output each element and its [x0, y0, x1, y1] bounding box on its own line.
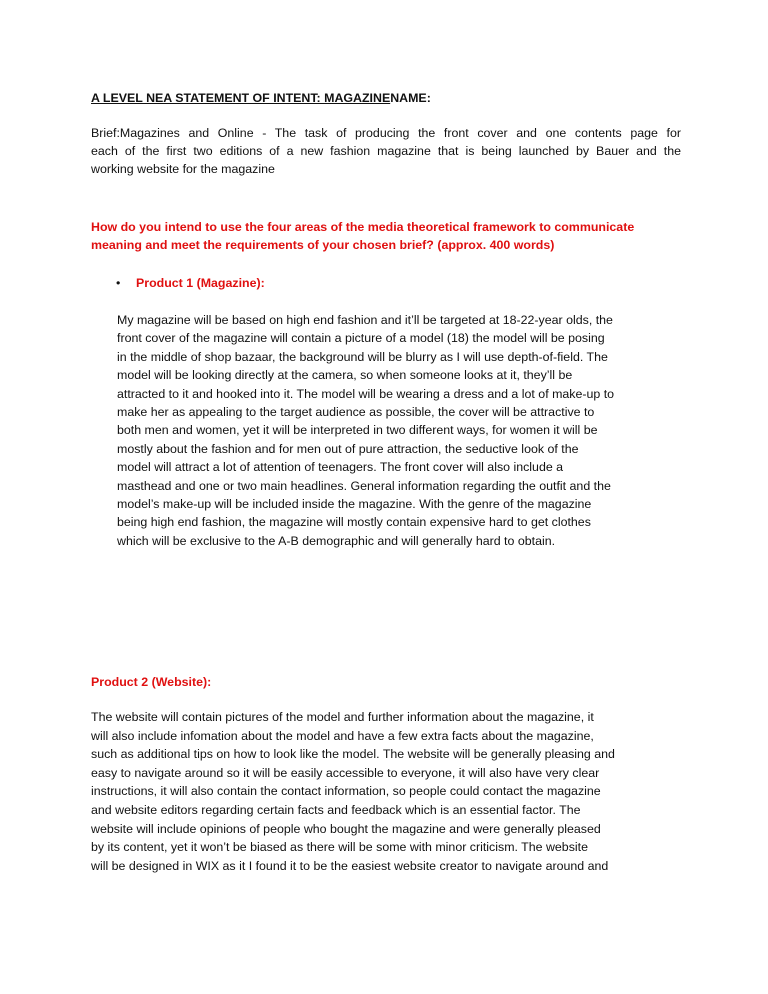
brief-line: each of the first two editions of a new fashion magazine that is being launched by Bauer and the	[91, 144, 681, 158]
question-heading	[91, 218, 681, 254]
product2-heading: Product 2 (Website):	[91, 675, 212, 689]
product1-line: both men and women, yet it will be interpreted in two different ways, for women it will be	[117, 423, 598, 438]
document-title	[91, 89, 431, 107]
product1-line: in the middle of shop bazaar, the background will be blurry as I will use depth-of-field. The	[117, 349, 608, 364]
product2-line: instructions, it will also contain the contact information, so people could contact the magazine	[91, 784, 601, 799]
product1-line: being high end fashion, the magazine will mostly contain expensive hard to get clothes	[117, 515, 591, 530]
product1-line: model’s make-up will be included inside the magazine. With the genre of the magazine	[117, 497, 592, 512]
product1-line: model will attract a lot of attention of teenagers. The front cover will also include a	[117, 460, 564, 475]
product1-line: which will be exclusive to the A-B demographic and will generally hard to obtain.	[117, 533, 556, 548]
product2-line: by its content, yet it won’t be biased as there will be some with minor criticism. The website	[91, 840, 588, 855]
product2-line: such as additional tips on how to look like the model. The website will be generally pleasing and	[91, 747, 615, 762]
product2-line: will be designed in WIX as it I found it to be the easiest website creator to navigate around and	[91, 858, 609, 873]
product1-line: make her as appealing to the target audience as possible, the cover will be attractive to	[117, 405, 595, 420]
product1-line: My magazine will be based on high end fashion and it’ll be targeted at 18-22-year olds, the	[117, 313, 613, 327]
product2-line: website will include opinions of people who bought the magazine and were generally pleased	[91, 821, 601, 836]
product1-line: attracted to it and hooked into it. The model will be wearing a dress and a lot of make-up to	[117, 386, 615, 401]
product2-paragraph	[91, 708, 615, 875]
product2-line: will also include infomation about the model and have a few extra facts about the magazine,	[91, 728, 594, 743]
product2-line: The website will contain pictures of the model and further information about the magazine, it	[91, 710, 594, 724]
product1-line: mostly about the fashion and for men out of pure attraction, the seductive look of the	[117, 441, 579, 456]
product1-paragraph	[117, 311, 614, 550]
title-rest: NAME:	[390, 91, 431, 105]
brief-line: working website for the magazine	[91, 162, 275, 176]
bullet-icon: •	[116, 276, 121, 290]
brief-paragraph	[91, 124, 681, 178]
product2-line: easy to navigate around so it will be easily accessible to everyone, it will also have very clear	[91, 765, 600, 780]
product1-line: front cover of the magazine will contain a picture of a model (18) the model will be posing	[117, 331, 605, 346]
product1-heading: Product 1 (Magazine):	[136, 276, 265, 290]
product1-line: model will be looking directly at the camera, so when someone looks at it, they’ll be	[117, 368, 573, 383]
title-underlined: A LEVEL NEA STATEMENT OF INTENT: MAGAZINE	[91, 91, 391, 105]
brief-line: Brief:Magazines and Online - The task of producing the front cover and one contents page for	[91, 126, 681, 140]
question-line: meaning and meet the requirements of your chosen brief? (approx. 400 words)	[91, 238, 555, 252]
product1-line: masthead and one or two main headlines. General information regarding the outfit and the	[117, 478, 611, 493]
question-line: How do you intend to use the four areas of the media theoretical framework to communicate	[91, 220, 635, 234]
product2-line: and website editors regarding certain facts and feedback which is an essential factor. The	[91, 802, 581, 817]
